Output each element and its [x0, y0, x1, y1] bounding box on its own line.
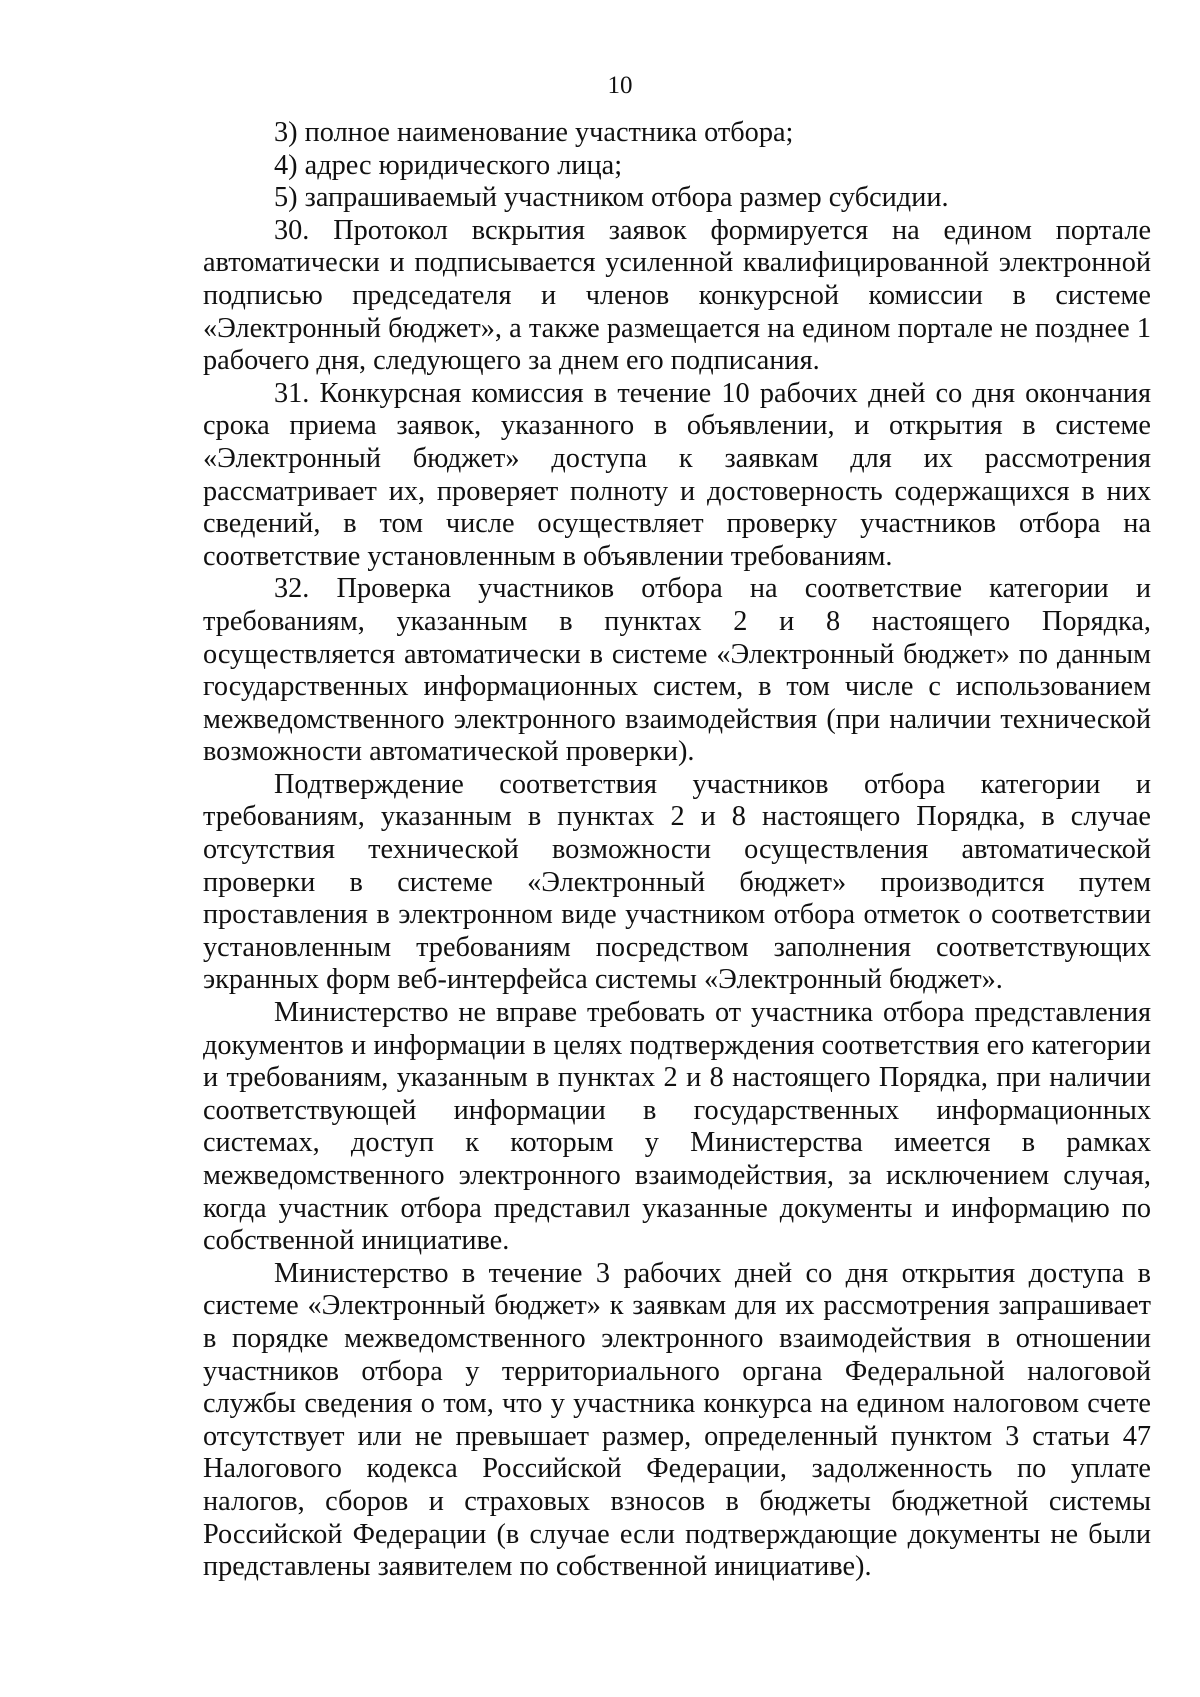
page-number: 10 — [607, 72, 633, 99]
confirmation-paragraph: Подтверждение соответствия участников отбора категории и требованиям, указанным в пунктах 2 и 8 настоящего Порядка, в случае отсутствия технической возможности осуществления автоматической проверки в системе «Электронный бюджет» производится путем проставления в электронном виде участником отбора отметок о соответствии установленным требованиям посредством заполнения соответствующих экранных форм веб-интерфейса системы «Электронный бюджет». — [203, 768, 1151, 996]
list-item-5: 5) запрашиваемый участником отбора размер субсидии. — [274, 182, 949, 214]
clause-30-paragraph: 30. Протокол вскрытия заявок формируется на едином портале автоматически и подписывается усиленной квалифицированной электронной подписью председателя и членов конкурсной комиссии в системе «Электронный бюджет», а также размещается на едином портале не позднее 1 рабочего дня, следующего за днем его подписания. — [203, 214, 1151, 377]
list-item-3: 3) полное наименование участника отбора; — [274, 117, 794, 148]
list-item-4: 4) адрес юридического лица; — [274, 149, 623, 181]
document-body — [203, 117, 1151, 1584]
clause-31-paragraph: 31. Конкурсная комиссия в течение 10 рабочих дней со дня окончания срока приема заявок, указанного в объявлении, и открытия в системе «Электронный бюджет» доступа к заявкам для их рассмотрения рассматривает их, проверяет полноту и достоверность содержащихся в них сведений, в том числе осуществляет проверку участников отбора на соответствие установленным в объявлении требованиям. — [203, 377, 1151, 572]
ministry-restriction-paragraph: Министерство не вправе требовать от участника отбора представления документов и информации в целях подтверждения соответствия его категории и требованиям, указанным в пунктах 2 и 8 настоящего Порядка, при наличии соответствующей информации в государственных информационных системах, доступ к которым у Министерства имеется в рамках межведомственного электронного взаимодействия, за исключением случая, когда участник отбора представил указанные документы и информацию по собственной инициативе. — [203, 997, 1151, 1257]
ministry-request-paragraph: Министерство в течение 3 рабочих дней со дня открытия доступа в системе «Электронный бюджет» к заявкам для их рассмотрения запрашивает в порядке межведомственного электронного взаимодействия в отношении участников отбора у территориального органа Федеральной налоговой службы сведения о том, что у участника конкурса на едином налоговом счете отсутствует или не превышает размер, определенный пунктом 3 статьи 47 Налогового кодекса Российской Федерации, задолженность по уплате налогов, сборов и страховых взносов в бюджеты бюджетной системы Российской Федерации (в случае если подтверждающие документы не были представлены заявителем по собственной инициативе). — [203, 1257, 1151, 1583]
clause-32-paragraph: 32. Проверка участников отбора на соответствие категории и требованиям, указанным в пунктах 2 и 8 настоящего Порядка, осуществляется автоматически в системе «Электронный бюджет» по данным государственных информационных систем, в том числе с использованием межведомственного электронного взаимодействия (при наличии технической возможности автоматической проверки). — [203, 573, 1151, 768]
